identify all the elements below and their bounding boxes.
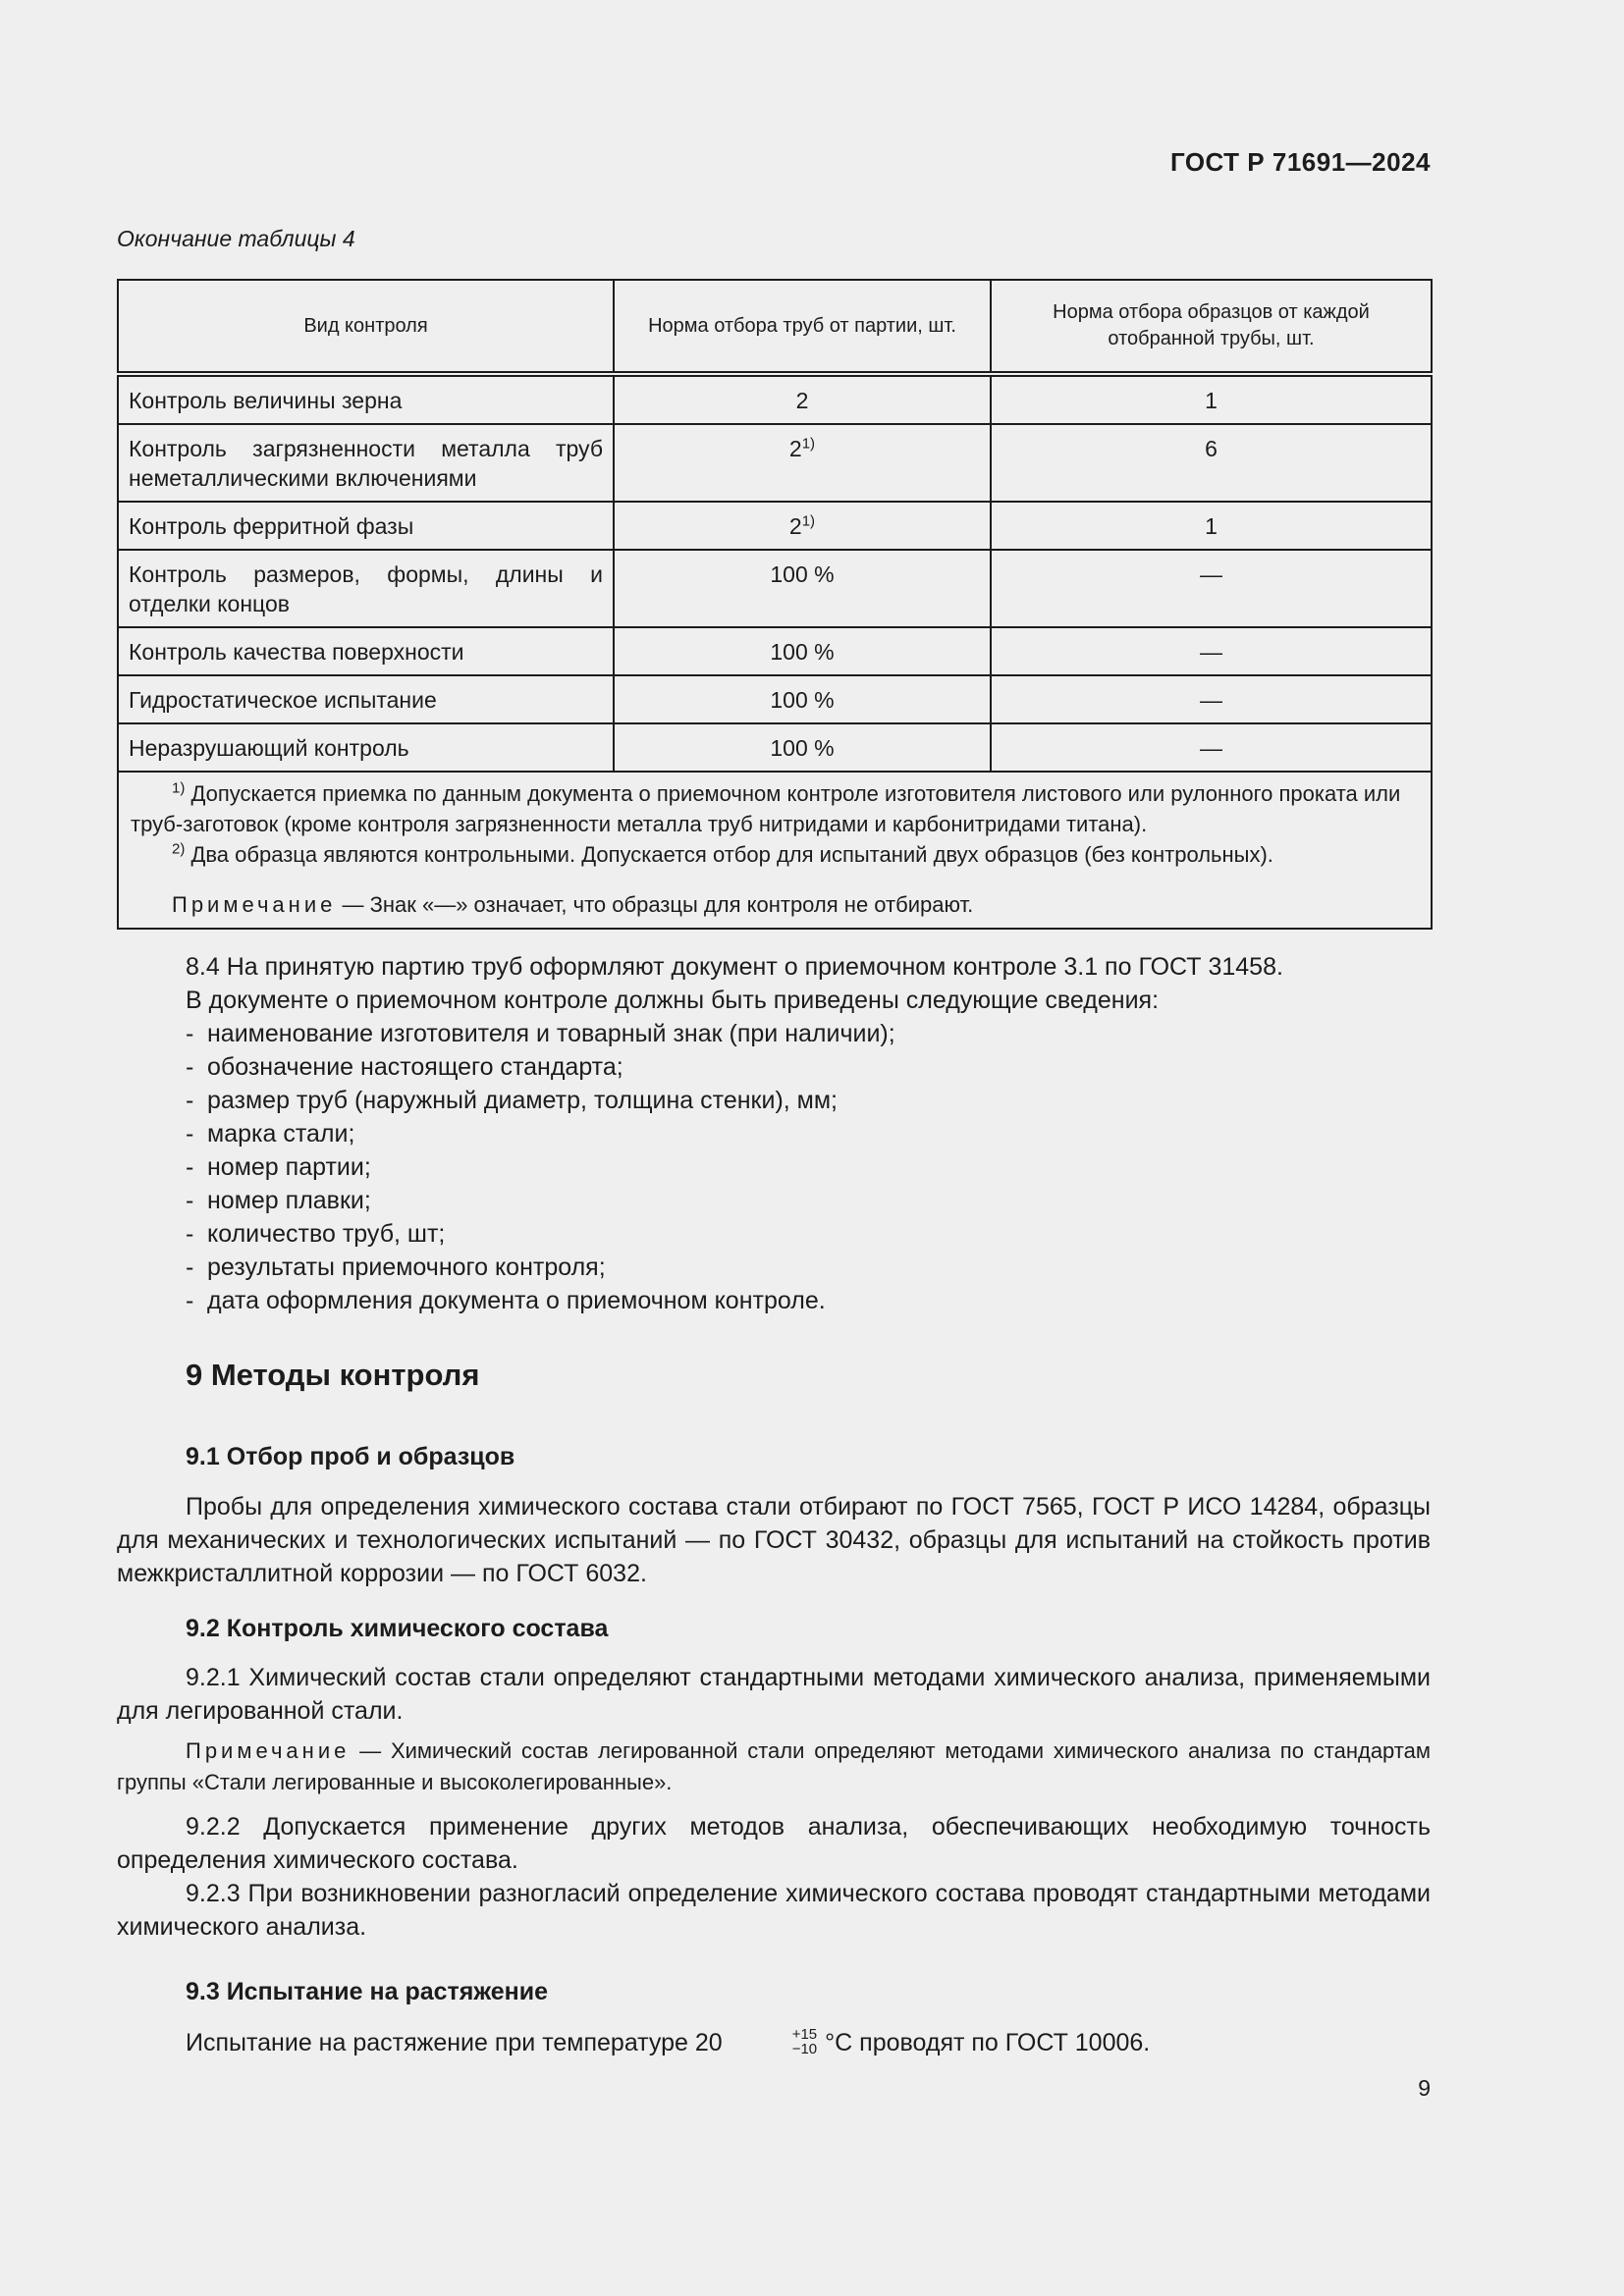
control-type-cell: Неразрушающий контроль [118,723,614,772]
table-row [118,502,1432,550]
table-row [118,374,1432,424]
section-9-3 [117,2026,1431,2059]
list-item: - результаты приемочного контроля; [186,1254,606,1281]
list-item: - размер труб (наружный диаметр, толщина стенки), мм; [186,1087,838,1114]
paragraph-9-2-1: 9.2.1 Химический состав стали определяют стандартными методами химического анализа, применяемыми для легированной стали. [117,1664,1431,1725]
pipes-rate-cell: 100 % [614,723,991,772]
samples-rate-cell: 1 [991,502,1432,550]
section-9-2-title: 9.2 Контроль химического состава [186,1615,609,1642]
document-code: ГОСТ Р 71691—2024 [1169,147,1431,177]
control-type-cell: Гидростатическое испытание [118,675,614,723]
list-item: - марка стали; [186,1120,355,1148]
list-item: - количество труб, шт; [186,1220,446,1248]
section-9-title: 9 Методы контроля [186,1358,480,1392]
pipes-rate-cell: 2$^{1)}$ [614,502,991,550]
pipes-rate-cell: 2 [614,374,991,424]
table-note: Примечание — Знак «—» означает, что образцы для контроля не отбирают. [172,892,974,917]
table-row [118,627,1432,675]
table-notes-row [118,772,1432,929]
control-table [117,279,1433,930]
pipes-rate-cell: 100 % [614,627,991,675]
pipes-rate-cell: 100 % [614,675,991,723]
control-type-cell: Контроль величины зерна [118,374,614,424]
paragraph-9-2-2: 9.2.2 Допускается применение других методов анализа, обеспечивающих необходимую точность определения химического состава. [117,1813,1431,1874]
note-9-2: Примечание — Химический состав легированной стали определяют методами химического анализа по стандартам группы «Стали легированные и высоколегированные». [117,1738,1431,1794]
list-item: - дата оформления документа о приемочном контроле. [186,1287,826,1314]
paragraph-9-1: Пробы для определения химического состава стали отбирают по ГОСТ 7565, ГОСТ Р ИСО 14284, образцы для механических и технологических испытаний — по ГОСТ 30432, образцы для испытаний на стойкость против межкристаллитной коррозии — по ГОСТ 6032. [117,1493,1431,1587]
table-row [118,550,1432,627]
paragraph-9-2-3: 9.2.3 При возникновении разногласий определение химического состава проводят стандартными методами химического анализа. [117,1880,1431,1941]
page-number: 9 [1418,2075,1431,2101]
list-item: - номер партии; [186,1153,371,1181]
samples-rate-cell: — [991,723,1432,772]
section-9-1 [117,1490,1431,1590]
column-header: Норма отбора труб от партии, шт. [614,280,991,374]
table-header-row [118,280,1432,374]
table-row [118,675,1432,723]
control-type-cell: Контроль загрязненности металла труб неметаллическими включениями [118,424,614,502]
section-9-3-title: 9.3 Испытание на растяжение [186,1978,549,2005]
samples-rate-cell: — [991,675,1432,723]
column-header: Норма отбора образцов от каждой отобранной трубы, шт. [991,280,1432,374]
table-row [118,424,1432,502]
section-9-1-title: 9.1 Отбор проб и образцов [186,1443,515,1470]
table-caption: Окончание таблицы 4 [117,226,355,251]
paragraph-9-3: Испытание на растяжение при температуре 20 +15 −10 °С проводят по ГОСТ 10006. [186,2026,1151,2058]
pipes-rate-cell: 100 % [614,550,991,627]
samples-rate-cell: — [991,627,1432,675]
control-type-cell: Контроль ферритной фазы [118,502,614,550]
samples-rate-cell: — [991,550,1432,627]
list-item: - номер плавки; [186,1187,371,1214]
list-item: - наименование изготовителя и товарный знак (при наличии); [186,1020,895,1047]
pipes-rate-cell: 2$^{1)}$ [614,424,991,502]
column-header: Вид контроля [118,280,614,374]
samples-rate-cell: 1 [991,374,1432,424]
samples-rate-cell: 6 [991,424,1432,502]
paragraph-8-4: 8.4 На принятую партию труб оформляют документ о приемочном контроле 3.1 по ГОСТ 31458. [186,953,1283,981]
section-8-4 [117,950,1431,1317]
list-item: - обозначение настоящего стандарта; [186,1053,623,1081]
paragraph-8-4-intro: В документе о приемочном контроле должны быть приведены следующие сведения: [186,987,1160,1014]
section-9-2 [117,1661,1431,1944]
temperature-tolerance: +15 −10 [791,2026,818,2058]
table-row [118,723,1432,772]
table-notes [118,772,1432,929]
footnote-1: $^{1)}$ Допускается приемка по данным документа о приемочном контроле изготовителя листового или рулонного проката или труб-заготовок (кроме контроля загрязненности металла труб нитридами и карбонитридами титана). [131,779,1401,836]
footnote-2: $^{2)}$ Два образца являются контрольными. Допускается отбор для испытаний двух образцов (без контрольных). [172,840,1273,867]
control-type-cell: Контроль качества поверхности [118,627,614,675]
control-type-cell: Контроль размеров, формы, длины и отделки концов [118,550,614,627]
